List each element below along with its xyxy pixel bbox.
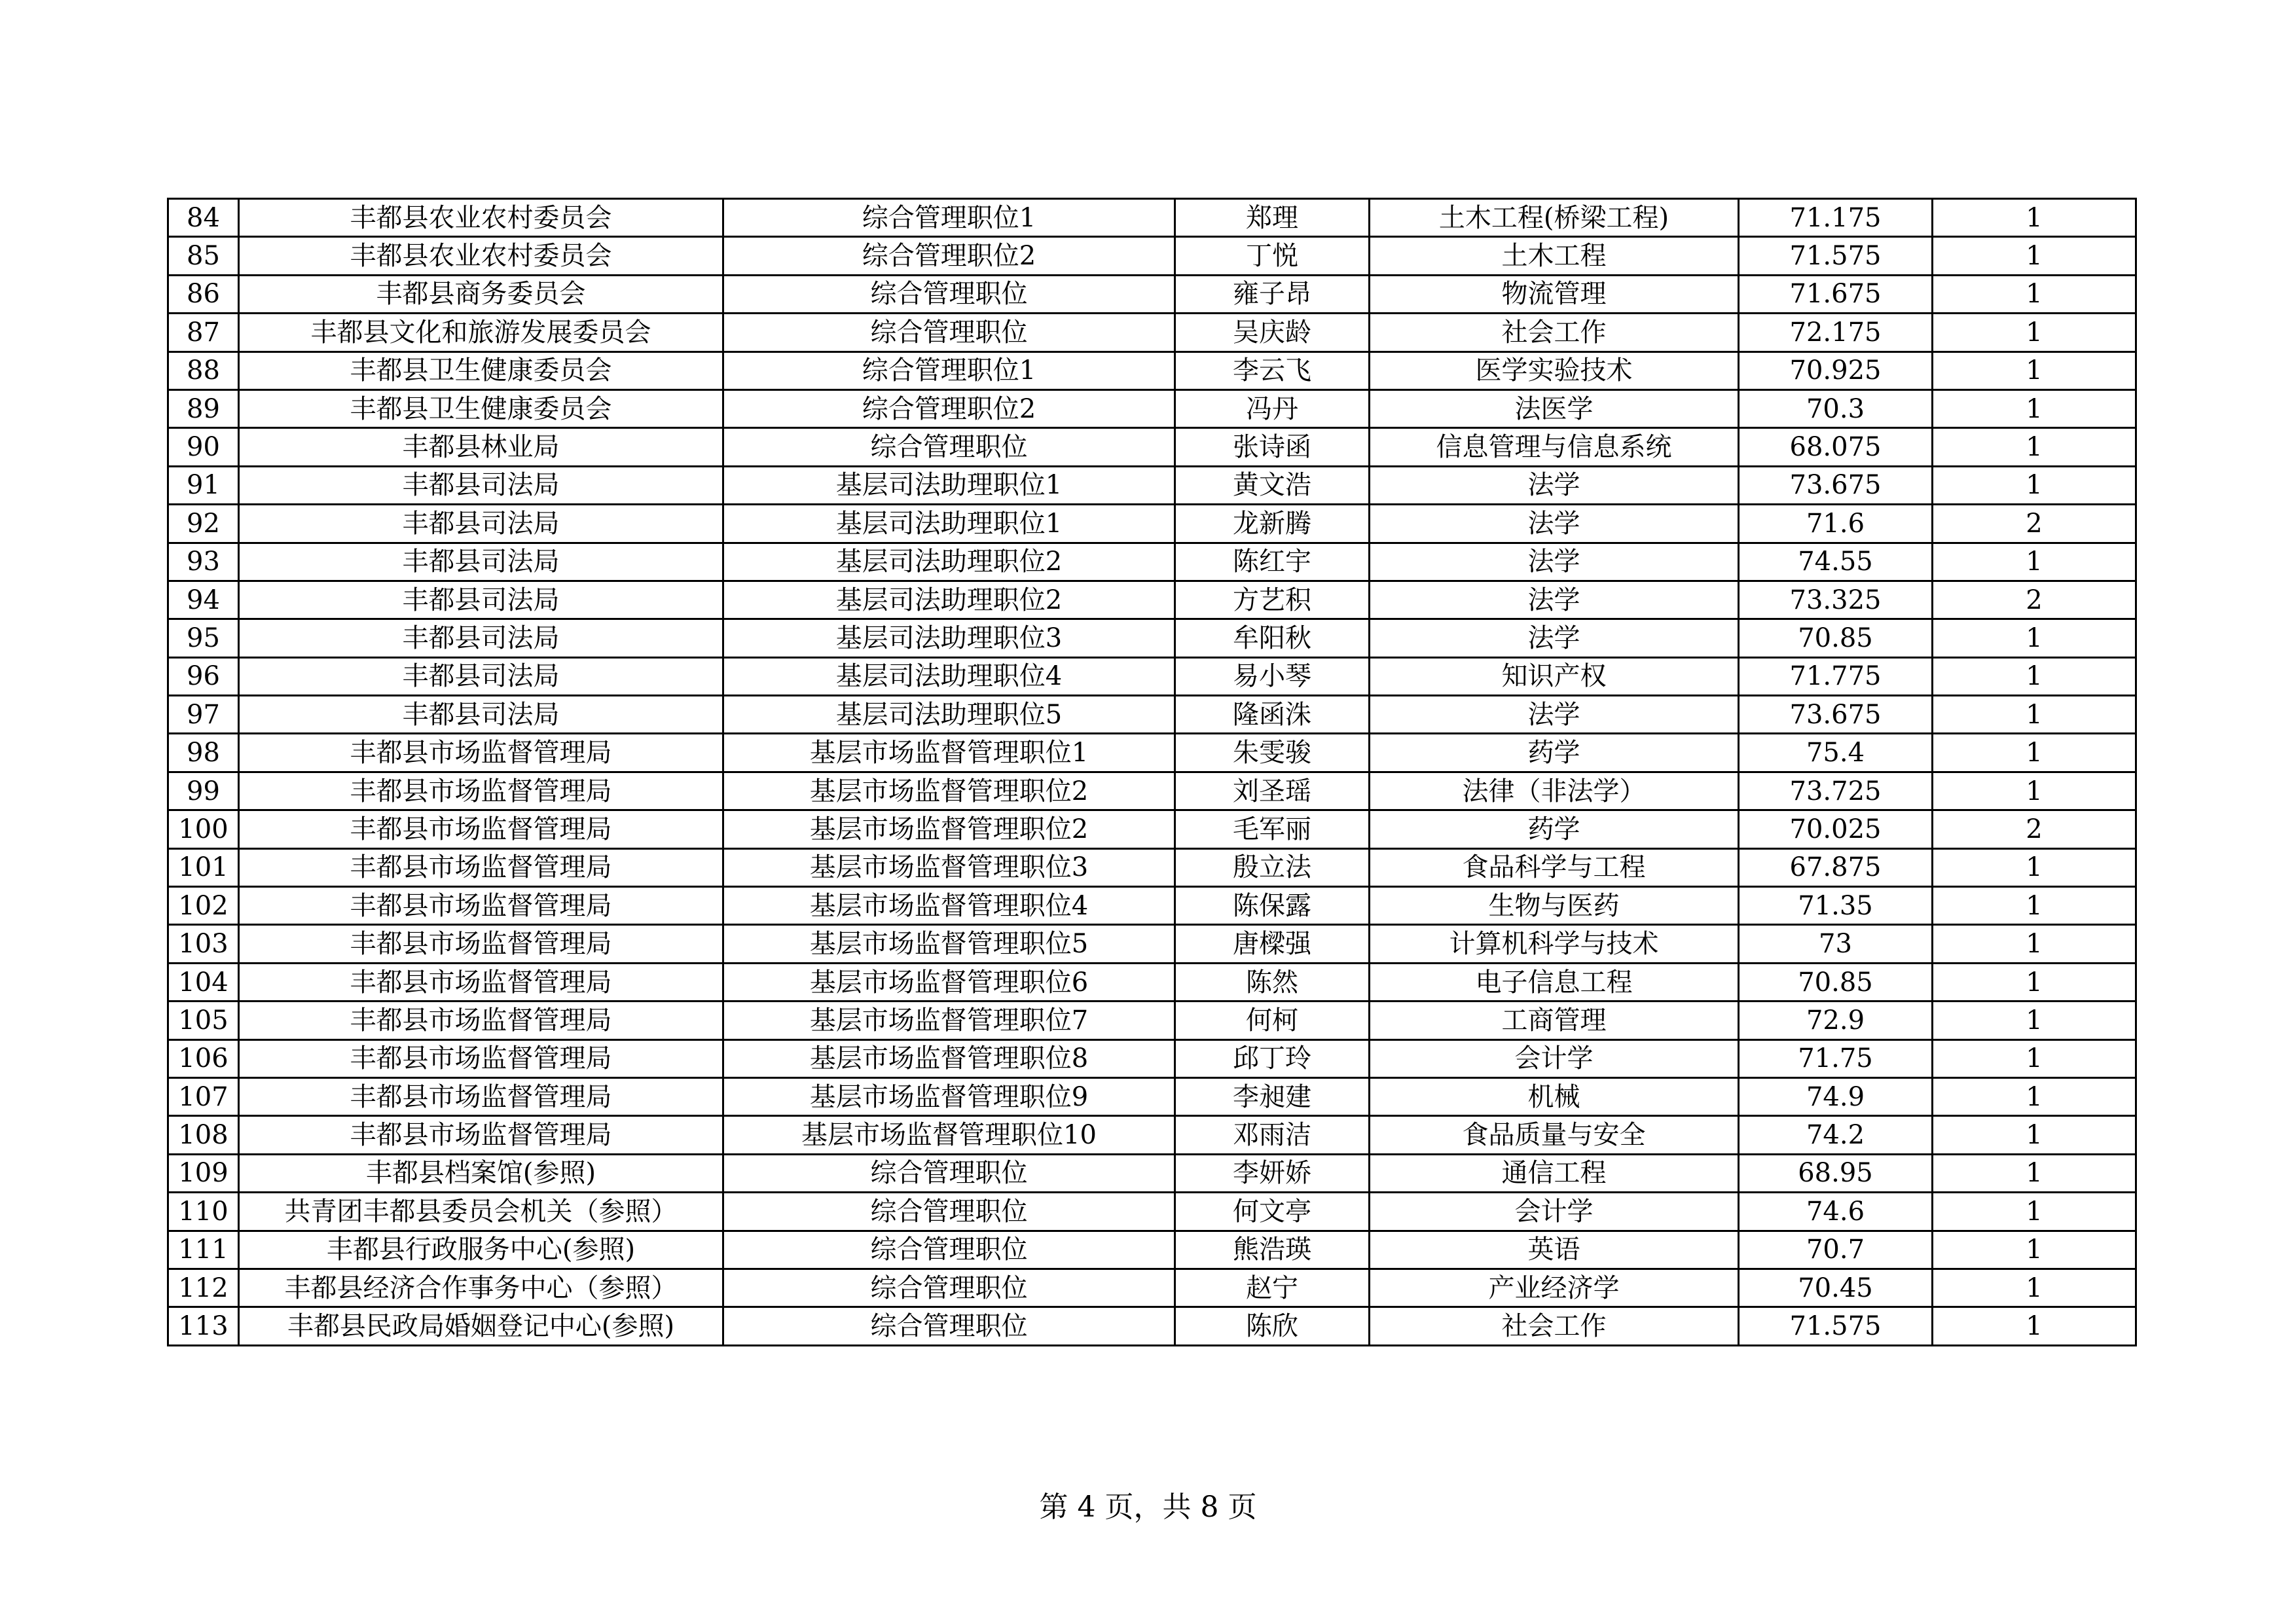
table-row bbox=[168, 772, 2136, 810]
position-cell: 综合管理职位1 bbox=[723, 199, 1175, 237]
major-cell: 社会工作 bbox=[1370, 314, 1739, 352]
major-cell: 药学 bbox=[1370, 810, 1739, 848]
score-cell: 73.325 bbox=[1739, 581, 1933, 619]
department-cell: 丰都县司法局 bbox=[239, 466, 723, 504]
name-cell: 易小琴 bbox=[1175, 657, 1370, 695]
rank-cell: 1 bbox=[1933, 1269, 2136, 1307]
department-cell: 丰都县市场监督管理局 bbox=[239, 1001, 723, 1039]
rank-cell: 1 bbox=[1933, 314, 2136, 352]
score-cell: 68.075 bbox=[1739, 428, 1933, 466]
row-number-cell: 109 bbox=[168, 1154, 239, 1192]
department-cell: 丰都县司法局 bbox=[239, 657, 723, 695]
major-cell: 土木工程(桥梁工程) bbox=[1370, 199, 1739, 237]
position-cell: 综合管理职位 bbox=[723, 1154, 1175, 1192]
department-cell: 丰都县市场监督管理局 bbox=[239, 848, 723, 886]
rank-cell: 1 bbox=[1933, 1039, 2136, 1077]
position-cell: 基层司法助理职位3 bbox=[723, 619, 1175, 657]
rank-cell: 1 bbox=[1933, 887, 2136, 925]
name-cell: 牟阳秋 bbox=[1175, 619, 1370, 657]
row-number-cell: 87 bbox=[168, 314, 239, 352]
table-row bbox=[168, 1231, 2136, 1269]
row-number-cell: 88 bbox=[168, 352, 239, 389]
rank-cell: 1 bbox=[1933, 772, 2136, 810]
position-cell: 基层市场监督管理职位3 bbox=[723, 848, 1175, 886]
name-cell: 李妍娇 bbox=[1175, 1154, 1370, 1192]
major-cell: 会计学 bbox=[1370, 1039, 1739, 1077]
score-cell: 67.875 bbox=[1739, 848, 1933, 886]
table-row bbox=[168, 657, 2136, 695]
table-row bbox=[168, 428, 2136, 466]
major-cell: 信息管理与信息系统 bbox=[1370, 428, 1739, 466]
position-cell: 综合管理职位 bbox=[723, 314, 1175, 352]
major-cell: 计算机科学与技术 bbox=[1370, 925, 1739, 963]
major-cell: 法学 bbox=[1370, 696, 1739, 734]
table-row bbox=[168, 389, 2136, 427]
name-cell: 黄文浩 bbox=[1175, 466, 1370, 504]
department-cell: 丰都县市场监督管理局 bbox=[239, 925, 723, 963]
major-cell: 机械 bbox=[1370, 1077, 1739, 1115]
table-row bbox=[168, 1193, 2136, 1231]
name-cell: 隆函洙 bbox=[1175, 696, 1370, 734]
position-cell: 综合管理职位2 bbox=[723, 237, 1175, 275]
name-cell: 毛军丽 bbox=[1175, 810, 1370, 848]
table-row bbox=[168, 848, 2136, 886]
score-cell: 71.575 bbox=[1739, 1307, 1933, 1345]
major-cell: 工商管理 bbox=[1370, 1001, 1739, 1039]
name-cell: 何文亭 bbox=[1175, 1193, 1370, 1231]
table-row bbox=[168, 352, 2136, 389]
row-number-cell: 97 bbox=[168, 696, 239, 734]
department-cell: 丰都县林业局 bbox=[239, 428, 723, 466]
row-number-cell: 101 bbox=[168, 848, 239, 886]
row-number-cell: 91 bbox=[168, 466, 239, 504]
name-cell: 刘圣瑶 bbox=[1175, 772, 1370, 810]
score-cell: 70.3 bbox=[1739, 389, 1933, 427]
score-cell: 74.9 bbox=[1739, 1077, 1933, 1115]
score-cell: 73.725 bbox=[1739, 772, 1933, 810]
score-cell: 70.925 bbox=[1739, 352, 1933, 389]
major-cell: 法学 bbox=[1370, 543, 1739, 581]
position-cell: 基层市场监督管理职位6 bbox=[723, 963, 1175, 1001]
score-cell: 71.35 bbox=[1739, 887, 1933, 925]
row-number-cell: 111 bbox=[168, 1231, 239, 1269]
score-cell: 71.6 bbox=[1739, 505, 1933, 543]
department-cell: 丰都县经济合作事务中心（参照） bbox=[239, 1269, 723, 1307]
rank-cell: 1 bbox=[1933, 925, 2136, 963]
name-cell: 熊浩瑛 bbox=[1175, 1231, 1370, 1269]
department-cell: 丰都县司法局 bbox=[239, 619, 723, 657]
rank-cell: 1 bbox=[1933, 428, 2136, 466]
rank-cell: 1 bbox=[1933, 1001, 2136, 1039]
position-cell: 基层司法助理职位4 bbox=[723, 657, 1175, 695]
row-number-cell: 85 bbox=[168, 237, 239, 275]
rank-cell: 1 bbox=[1933, 1307, 2136, 1345]
position-cell: 基层市场监督管理职位4 bbox=[723, 887, 1175, 925]
department-cell: 丰都县农业农村委员会 bbox=[239, 199, 723, 237]
name-cell: 邱丁玲 bbox=[1175, 1039, 1370, 1077]
row-number-cell: 89 bbox=[168, 389, 239, 427]
major-cell: 土木工程 bbox=[1370, 237, 1739, 275]
table-row bbox=[168, 619, 2136, 657]
table-row bbox=[168, 466, 2136, 504]
row-number-cell: 93 bbox=[168, 543, 239, 581]
department-cell: 丰都县文化和旅游发展委员会 bbox=[239, 314, 723, 352]
name-cell: 陈然 bbox=[1175, 963, 1370, 1001]
major-cell: 食品科学与工程 bbox=[1370, 848, 1739, 886]
row-number-cell: 94 bbox=[168, 581, 239, 619]
major-cell: 英语 bbox=[1370, 1231, 1739, 1269]
department-cell: 共青团丰都县委员会机关（参照） bbox=[239, 1193, 723, 1231]
table-row bbox=[168, 810, 2136, 848]
major-cell: 会计学 bbox=[1370, 1193, 1739, 1231]
position-cell: 基层市场监督管理职位2 bbox=[723, 810, 1175, 848]
table-row bbox=[168, 543, 2136, 581]
position-cell: 综合管理职位2 bbox=[723, 389, 1175, 427]
row-number-cell: 98 bbox=[168, 734, 239, 772]
row-number-cell: 106 bbox=[168, 1039, 239, 1077]
score-cell: 71.75 bbox=[1739, 1039, 1933, 1077]
position-cell: 综合管理职位 bbox=[723, 428, 1175, 466]
position-cell: 综合管理职位 bbox=[723, 275, 1175, 313]
position-cell: 综合管理职位 bbox=[723, 1231, 1175, 1269]
position-cell: 基层司法助理职位5 bbox=[723, 696, 1175, 734]
department-cell: 丰都县司法局 bbox=[239, 505, 723, 543]
department-cell: 丰都县农业农村委员会 bbox=[239, 237, 723, 275]
major-cell: 知识产权 bbox=[1370, 657, 1739, 695]
major-cell: 法律（非法学） bbox=[1370, 772, 1739, 810]
page-footer: 第 4 页，共 8 页 bbox=[1039, 1490, 1257, 1524]
rank-cell: 1 bbox=[1933, 734, 2136, 772]
department-cell: 丰都县市场监督管理局 bbox=[239, 887, 723, 925]
name-cell: 赵宁 bbox=[1175, 1269, 1370, 1307]
table-body bbox=[168, 199, 2136, 1346]
rank-cell: 1 bbox=[1933, 1116, 2136, 1154]
department-cell: 丰都县档案馆(参照) bbox=[239, 1154, 723, 1192]
score-cell: 74.55 bbox=[1739, 543, 1933, 581]
name-cell: 郑理 bbox=[1175, 199, 1370, 237]
table-row bbox=[168, 1001, 2136, 1039]
major-cell: 通信工程 bbox=[1370, 1154, 1739, 1192]
row-number-cell: 99 bbox=[168, 772, 239, 810]
row-number-cell: 112 bbox=[168, 1269, 239, 1307]
position-cell: 基层市场监督管理职位2 bbox=[723, 772, 1175, 810]
row-number-cell: 86 bbox=[168, 275, 239, 313]
department-cell: 丰都县市场监督管理局 bbox=[239, 810, 723, 848]
name-cell: 殷立法 bbox=[1175, 848, 1370, 886]
position-cell: 基层司法助理职位2 bbox=[723, 543, 1175, 581]
table-row bbox=[168, 1116, 2136, 1154]
position-cell: 基层市场监督管理职位1 bbox=[723, 734, 1175, 772]
rank-cell: 1 bbox=[1933, 619, 2136, 657]
department-cell: 丰都县市场监督管理局 bbox=[239, 963, 723, 1001]
department-cell: 丰都县商务委员会 bbox=[239, 275, 723, 313]
name-cell: 李云飞 bbox=[1175, 352, 1370, 389]
major-cell: 生物与医药 bbox=[1370, 887, 1739, 925]
table-row bbox=[168, 314, 2136, 352]
rank-cell: 1 bbox=[1933, 1231, 2136, 1269]
table-row bbox=[168, 887, 2136, 925]
department-cell: 丰都县市场监督管理局 bbox=[239, 1077, 723, 1115]
score-cell: 72.9 bbox=[1739, 1001, 1933, 1039]
table-row bbox=[168, 1039, 2136, 1077]
position-cell: 基层司法助理职位1 bbox=[723, 505, 1175, 543]
rank-cell: 1 bbox=[1933, 657, 2136, 695]
score-cell: 73.675 bbox=[1739, 696, 1933, 734]
row-number-cell: 95 bbox=[168, 619, 239, 657]
major-cell: 法医学 bbox=[1370, 389, 1739, 427]
name-cell: 陈红宇 bbox=[1175, 543, 1370, 581]
position-cell: 综合管理职位1 bbox=[723, 352, 1175, 389]
row-number-cell: 108 bbox=[168, 1116, 239, 1154]
name-cell: 吴庆龄 bbox=[1175, 314, 1370, 352]
table-row bbox=[168, 1077, 2136, 1115]
table-row bbox=[168, 734, 2136, 772]
name-cell: 李昶建 bbox=[1175, 1077, 1370, 1115]
major-cell: 食品质量与安全 bbox=[1370, 1116, 1739, 1154]
score-cell: 70.7 bbox=[1739, 1231, 1933, 1269]
department-cell: 丰都县市场监督管理局 bbox=[239, 1039, 723, 1077]
name-cell: 朱雯骏 bbox=[1175, 734, 1370, 772]
major-cell: 物流管理 bbox=[1370, 275, 1739, 313]
major-cell: 医学实验技术 bbox=[1370, 352, 1739, 389]
row-number-cell: 92 bbox=[168, 505, 239, 543]
position-cell: 综合管理职位 bbox=[723, 1307, 1175, 1345]
major-cell: 法学 bbox=[1370, 466, 1739, 504]
score-cell: 68.95 bbox=[1739, 1154, 1933, 1192]
department-cell: 丰都县司法局 bbox=[239, 543, 723, 581]
table-row bbox=[168, 925, 2136, 963]
row-number-cell: 90 bbox=[168, 428, 239, 466]
row-number-cell: 113 bbox=[168, 1307, 239, 1345]
table-row bbox=[168, 696, 2136, 734]
score-cell: 73 bbox=[1739, 925, 1933, 963]
department-cell: 丰都县民政局婚姻登记中心(参照) bbox=[239, 1307, 723, 1345]
department-cell: 丰都县市场监督管理局 bbox=[239, 772, 723, 810]
major-cell: 法学 bbox=[1370, 581, 1739, 619]
table-row bbox=[168, 581, 2136, 619]
rank-cell: 1 bbox=[1933, 389, 2136, 427]
rank-cell: 1 bbox=[1933, 1193, 2136, 1231]
position-cell: 基层市场监督管理职位8 bbox=[723, 1039, 1175, 1077]
score-cell: 70.45 bbox=[1739, 1269, 1933, 1307]
department-cell: 丰都县卫生健康委员会 bbox=[239, 389, 723, 427]
name-cell: 方艺积 bbox=[1175, 581, 1370, 619]
major-cell: 法学 bbox=[1370, 619, 1739, 657]
department-cell: 丰都县卫生健康委员会 bbox=[239, 352, 723, 389]
score-cell: 73.675 bbox=[1739, 466, 1933, 504]
score-cell: 71.175 bbox=[1739, 199, 1933, 237]
score-cell: 70.025 bbox=[1739, 810, 1933, 848]
name-cell: 冯丹 bbox=[1175, 389, 1370, 427]
position-cell: 基层市场监督管理职位9 bbox=[723, 1077, 1175, 1115]
rank-cell: 1 bbox=[1933, 275, 2136, 313]
row-number-cell: 103 bbox=[168, 925, 239, 963]
rank-cell: 1 bbox=[1933, 848, 2136, 886]
score-cell: 71.575 bbox=[1739, 237, 1933, 275]
score-cell: 74.6 bbox=[1739, 1193, 1933, 1231]
table-row bbox=[168, 1269, 2136, 1307]
row-number-cell: 107 bbox=[168, 1077, 239, 1115]
score-cell: 75.4 bbox=[1739, 734, 1933, 772]
score-cell: 70.85 bbox=[1739, 963, 1933, 1001]
rank-cell: 1 bbox=[1933, 466, 2136, 504]
name-cell: 何柯 bbox=[1175, 1001, 1370, 1039]
department-cell: 丰都县行政服务中心(参照) bbox=[239, 1231, 723, 1269]
table-row bbox=[168, 275, 2136, 313]
position-cell: 综合管理职位 bbox=[723, 1193, 1175, 1231]
rank-cell: 1 bbox=[1933, 1154, 2136, 1192]
table-row bbox=[168, 963, 2136, 1001]
name-cell: 张诗函 bbox=[1175, 428, 1370, 466]
name-cell: 龙新腾 bbox=[1175, 505, 1370, 543]
row-number-cell: 84 bbox=[168, 199, 239, 237]
rank-cell: 2 bbox=[1933, 581, 2136, 619]
score-cell: 72.175 bbox=[1739, 314, 1933, 352]
row-number-cell: 105 bbox=[168, 1001, 239, 1039]
table-row bbox=[168, 1154, 2136, 1192]
name-cell: 陈保露 bbox=[1175, 887, 1370, 925]
score-cell: 70.85 bbox=[1739, 619, 1933, 657]
row-number-cell: 104 bbox=[168, 963, 239, 1001]
score-cell: 74.2 bbox=[1739, 1116, 1933, 1154]
department-cell: 丰都县司法局 bbox=[239, 696, 723, 734]
row-number-cell: 110 bbox=[168, 1193, 239, 1231]
position-cell: 基层司法助理职位1 bbox=[723, 466, 1175, 504]
table-row bbox=[168, 237, 2136, 275]
rank-cell: 1 bbox=[1933, 696, 2136, 734]
score-cell: 71.775 bbox=[1739, 657, 1933, 695]
row-number-cell: 100 bbox=[168, 810, 239, 848]
position-cell: 基层司法助理职位2 bbox=[723, 581, 1175, 619]
major-cell: 药学 bbox=[1370, 734, 1739, 772]
row-number-cell: 96 bbox=[168, 657, 239, 695]
score-cell: 71.675 bbox=[1739, 275, 1933, 313]
position-cell: 综合管理职位 bbox=[723, 1269, 1175, 1307]
department-cell: 丰都县市场监督管理局 bbox=[239, 734, 723, 772]
rank-cell: 1 bbox=[1933, 963, 2136, 1001]
rank-cell: 2 bbox=[1933, 505, 2136, 543]
name-cell: 丁悦 bbox=[1175, 237, 1370, 275]
major-cell: 产业经济学 bbox=[1370, 1269, 1739, 1307]
name-cell: 邓雨洁 bbox=[1175, 1116, 1370, 1154]
name-cell: 雍子昂 bbox=[1175, 275, 1370, 313]
position-cell: 基层市场监督管理职位10 bbox=[723, 1116, 1175, 1154]
rank-cell: 2 bbox=[1933, 810, 2136, 848]
department-cell: 丰都县市场监督管理局 bbox=[239, 1116, 723, 1154]
department-cell: 丰都县司法局 bbox=[239, 581, 723, 619]
table-row bbox=[168, 199, 2136, 237]
rank-cell: 1 bbox=[1933, 237, 2136, 275]
row-number-cell: 102 bbox=[168, 887, 239, 925]
rank-cell: 1 bbox=[1933, 1077, 2136, 1115]
position-cell: 基层市场监督管理职位5 bbox=[723, 925, 1175, 963]
results-table bbox=[167, 198, 2137, 1346]
major-cell: 法学 bbox=[1370, 505, 1739, 543]
rank-cell: 1 bbox=[1933, 199, 2136, 237]
table-row bbox=[168, 505, 2136, 543]
name-cell: 陈欣 bbox=[1175, 1307, 1370, 1345]
major-cell: 社会工作 bbox=[1370, 1307, 1739, 1345]
name-cell: 唐樑强 bbox=[1175, 925, 1370, 963]
major-cell: 电子信息工程 bbox=[1370, 963, 1739, 1001]
rank-cell: 1 bbox=[1933, 543, 2136, 581]
table-row bbox=[168, 1307, 2136, 1345]
rank-cell: 1 bbox=[1933, 352, 2136, 389]
position-cell: 基层市场监督管理职位7 bbox=[723, 1001, 1175, 1039]
